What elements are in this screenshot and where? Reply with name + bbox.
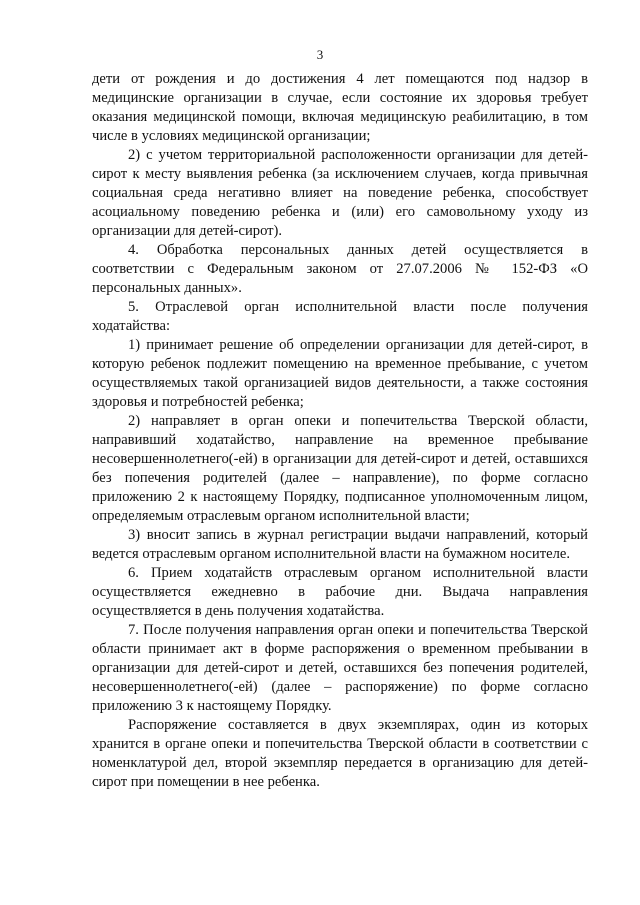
paragraph-item-2: 2) с учетом территориальной расположенности организации для детей-сирот к месту выявления ребенка (за исключением случаев, когда привычная социальная среда негативно влияет на поведение ребенка, способствует асоциальному поведению ребенка и (или) его самовольному уходу из организации для детей-сирот).	[92, 147, 588, 239]
paragraph-section-5: 5. Отраслевой орган исполнительной власти после получения ходатайства:	[92, 299, 588, 334]
paragraph-continuation: дети от рождения и до достижения 4 лет помещаются под надзор в медицинские организации в случае, если состояние их здоровья требует оказания медицинской помощи, включая медицинскую реабилитацию, в том числе в условиях медицинской организации;	[92, 71, 588, 144]
paragraph-section-7: 7. После получения направления орган опеки и попечительства Тверской области принимает акт в форме распоряжения о временном пребывании в организации для детей-сирот и детей, оставшихся без попечения родителей, несовершеннолетнего(-ей) (далее – распоряжение) по форме согласно приложению 3 к настоящему Порядку.	[92, 622, 588, 714]
paragraph-section-5-item-3: 3) вносит запись в журнал регистрации выдачи направлений, который ведется отраслевым органом исполнительной власти на бумажном носителе.	[92, 527, 588, 562]
paragraph-section-5-item-2: 2) направляет в орган опеки и попечительства Тверской области, направивший ходатайство, направление на временное пребывание несовершеннолетнего(-ей) в организации для детей-сирот и детей, оставшихся без попечения родителей (далее – направление), по форме согласно приложению 2 к настоящему Порядку, подписанное уполномоченным лицом, определяемым отраслевым органом исполнительной власти;	[92, 413, 588, 524]
page-number: 3	[316, 47, 324, 62]
paragraph-order-copies: Распоряжение составляется в двух экземплярах, один из которых хранится в органе опеки и попечительства Тверской области в соответствии с номенклатурой дел, второй экземпляр передается в организацию для детей-сирот при помещении в нее ребенка.	[92, 717, 588, 790]
document-body	[92, 70, 588, 792]
paragraph-section-5-item-1: 1) принимает решение об определении организации для детей-сирот, в которую ребенок подлежит помещению на временное пребывание, с учетом осуществляемых такой организацией видов деятельности, а также состояния здоровья и потребностей ребенка;	[92, 337, 588, 410]
paragraph-section-6: 6. Прием ходатайств отраслевым органом исполнительной власти осуществляется ежедневно в рабочие дни. Выдача направления осуществляется в день получения ходатайства.	[92, 565, 588, 619]
paragraph-section-4: 4. Обработка персональных данных детей осуществляется в соответствии с Федеральным законом от 27.07.2006 № 152-ФЗ «О персональных данных».	[92, 242, 588, 296]
